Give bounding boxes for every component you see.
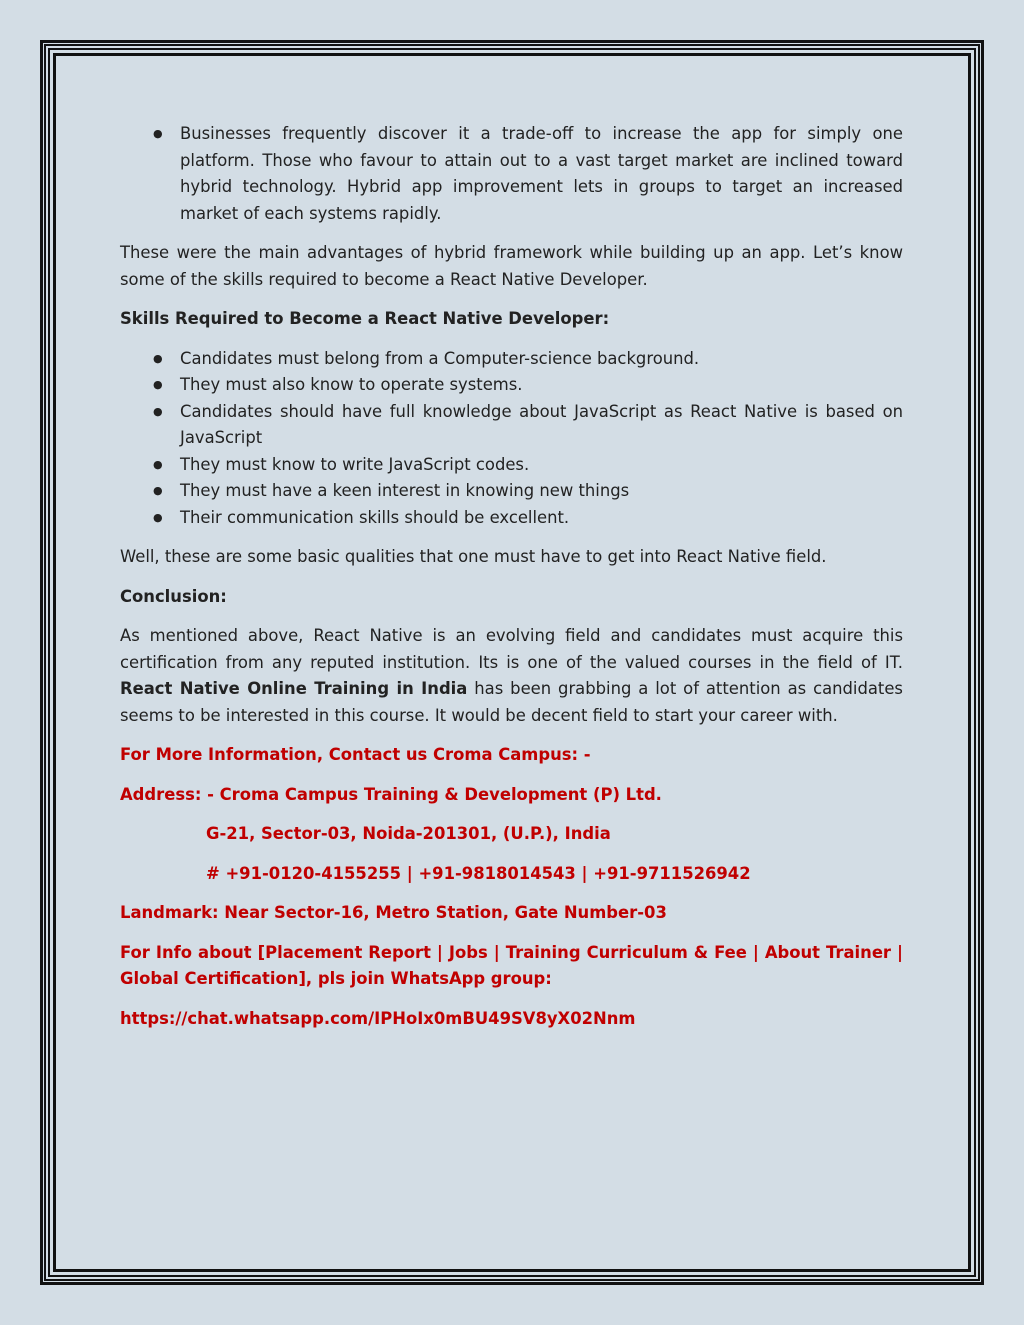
- conclusion-heading: Conclusion:: [120, 586, 227, 606]
- contact-heading: For More Information, Contact us Croma Campus: -: [120, 745, 591, 764]
- skills-heading: Skills Required to Become a React Native Developer:: [120, 309, 610, 328]
- phone-numbers: # +91-0120-4155255 | +91-9818014543 | +91-9711526942: [206, 863, 751, 883]
- advantages-list: [120, 121, 903, 227]
- list-item: ● Their communication skills should be excellent.: [120, 505, 903, 532]
- list-item: ● They must also know to operate systems.: [120, 372, 903, 399]
- document-body: [120, 121, 903, 1045]
- list-item: ● They must know to write JavaScript codes.: [120, 452, 903, 479]
- list-item: ● Businesses frequently discover it a trade-off to increase the app for simply one platform. Those who favour to attain out to a vast target market are inclined toward hybrid technology. Hybrid app improvement lets in groups to target an increased market of each systems rapidly.: [120, 121, 903, 227]
- conclusion-paragraph: [120, 623, 903, 729]
- whatsapp-link[interactable]: https://chat.whatsapp.com/IPHoIx0mBU49SV8yX02Nnm: [120, 1008, 636, 1028]
- conclusion-text-2: has been grabbing a lot of attention as candidates seems to be interested in this course. It would be decent field to start your career with.: [120, 679, 903, 725]
- list-item: ● They must have a keen interest in knowing new things: [120, 478, 903, 505]
- conclusion-highlight: React Native Online Training in India: [120, 679, 468, 698]
- address-line-1: Address: - Croma Campus Training & Development (P) Ltd.: [120, 784, 662, 804]
- info-paragraph: For Info about [Placement Report | Jobs | Training Curriculum & Fee | About Trainer | Global Certification], pls join WhatsApp group:: [120, 942, 903, 988]
- list-item: ● Candidates must belong from a Computer-science background.: [120, 346, 903, 373]
- conclusion-text-1: As mentioned above, React Native is an evolving field and candidates must acquire this certification from any reputed institution. Its is one of the valued courses in the field of IT.: [120, 626, 903, 672]
- intro-paragraph: These were the main advantages of hybrid framework while building up an app. Let’s know some of the skills required to become a React Native Developer.: [120, 243, 903, 289]
- address-line-2: G-21, Sector-03, Noida-201301, (U.P.), India: [206, 824, 611, 843]
- qualities-paragraph: Well, these are some basic qualities that one must have to get into React Native field.: [120, 547, 827, 566]
- landmark: Landmark: Near Sector-16, Metro Station, Gate Number-03: [120, 903, 667, 922]
- skills-list: [120, 346, 903, 532]
- list-item: ● Candidates should have full knowledge about JavaScript as React Native is based on JavaScript: [120, 399, 903, 452]
